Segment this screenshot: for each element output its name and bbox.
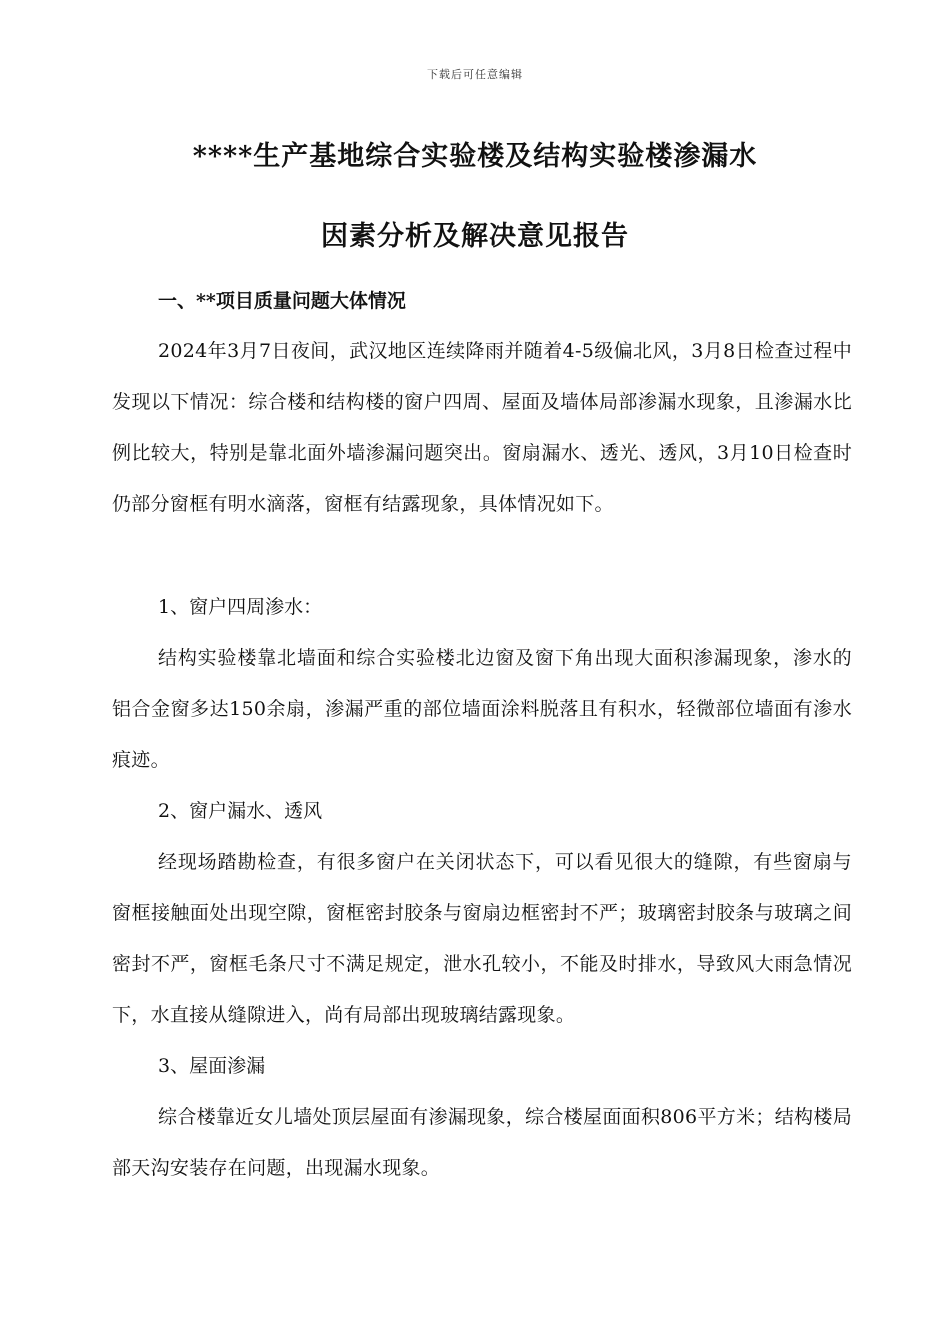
document-title-line-1: ****生产基地综合实验楼及结构实验楼渗漏水 bbox=[192, 141, 758, 172]
item-text-window-perimeter-leak: 结构实验楼靠北墙面和综合实验楼北边窗及窗下角出现大面积渗漏现象，渗水的铝合金窗多达150余扇，渗漏严重的部位墙面涂料脱落且有积水，轻微部位墙面有渗水痕迹。 bbox=[112, 647, 852, 771]
item-heading-roof-leak: 3、屋面渗漏 bbox=[158, 1055, 266, 1077]
section-heading: 一、**项目质量问题大体情况 bbox=[158, 290, 406, 312]
item-heading-window-leak-draft: 2、窗户漏水、透风 bbox=[158, 800, 323, 822]
item-text-window-leak-draft: 经现场踏勘检查，有很多窗户在关闭状态下，可以看见很大的缝隙，有些窗扇与窗框接触面处出现空隙，窗框密封胶条与窗扇边框密封不严；玻璃密封胶条与玻璃之间密封不严，窗框毛条尺寸不满足规定，泄水孔较小，不能及时排水，导致风大雨急情况下，水直接从缝隙进入，尚有局部出现玻璃结露现象。 bbox=[112, 851, 852, 1026]
item-text-roof-leak: 综合楼靠近女儿墙处顶层屋面有渗漏现象，综合楼屋面面积806平方米；结构楼局部天沟安装存在问题，出现漏水现象。 bbox=[112, 1106, 852, 1179]
document-title-line-2: 因素分析及解决意见报告 bbox=[321, 221, 629, 252]
intro-paragraph: 2024年3月7日夜间，武汉地区连续降雨并随着4-5级偏北风，3月8日检查过程中发现以下情况：综合楼和结构楼的窗户四周、屋面及墙体局部渗漏水现象，且渗漏水比例比较大，特别是靠北面外墙渗漏问题突出。窗扇漏水、透光、透风，3月10日检查时仍部分窗框有明水滴落，窗框有结露现象，具体情况如下。 bbox=[112, 340, 852, 515]
item-heading-window-perimeter-leak: 1、窗户四周渗水： bbox=[158, 596, 323, 618]
header-note: 下载后可任意编辑 bbox=[427, 68, 523, 81]
